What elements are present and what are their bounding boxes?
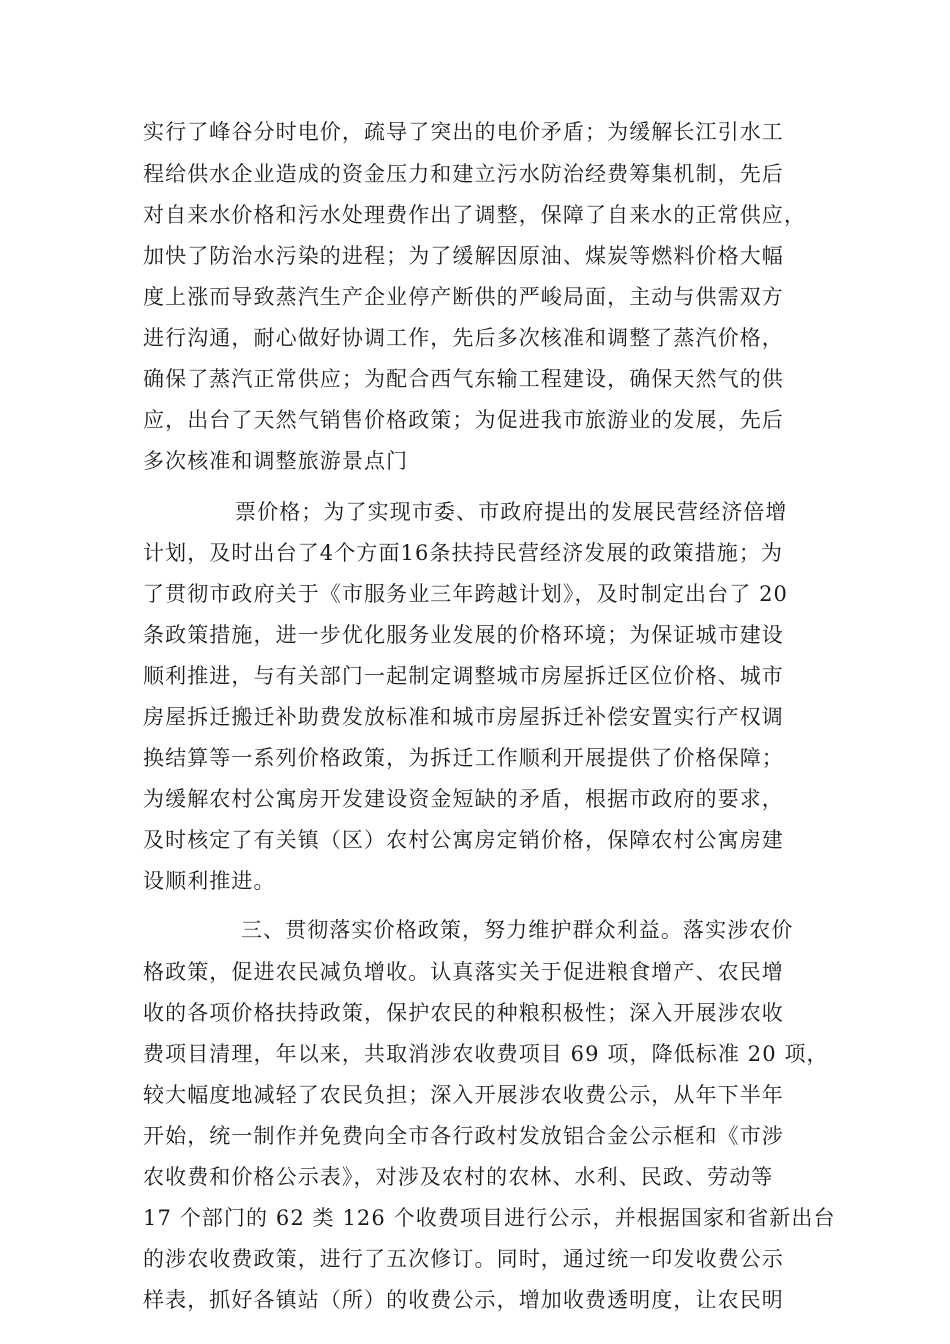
- text-line: 条政策措施，进一步优化服务业发展的价格环境；为保证城市建设: [143, 623, 784, 647]
- text-line: 为缓解农村公寓房开发建设资金短缺的矛盾，根据市政府的要求，: [143, 787, 784, 811]
- text-line: 设顺利推进。: [143, 869, 276, 893]
- text-line: 换结算等一系列价格政策，为拆迁工作顺利开展提供了价格保障；: [143, 746, 784, 770]
- text-line: 进行沟通，耐心做好协调工作，先后多次核准和调整了蒸汽价格，: [143, 326, 784, 350]
- text-line: 开始，统一制作并免费向全市各行政村发放铝合金公示框和《市涉: [143, 1124, 784, 1148]
- text-line: 较大幅度地减轻了农民负担；深入开展涉农收费公示，从年下半年: [143, 1083, 784, 1107]
- text-line: 实行了峰谷分时电价，疏导了突出的电价矛盾；为缓解长江引水工: [143, 120, 784, 144]
- text-line: 顺利推进，与有关部门一起制定调整城市房屋拆迁区位价格、城市: [143, 664, 784, 688]
- text-line: 的涉农收费政策，进行了五次修订。同时，通过统一印发收费公示: [143, 1247, 784, 1271]
- text-line: 农收费和价格公示表》，对涉及农村的农林、水利、民政、劳动等: [143, 1165, 774, 1189]
- text-line: 及时核定了有关镇（区）农村公寓房定销价格，保障农村公寓房建: [143, 828, 784, 852]
- text-line: 度上涨而导致蒸汽生产企业停产断供的严峻局面，主动与供需双方: [143, 285, 784, 309]
- text-line: 计划，及时出台了4个方面16条扶持民营经济发展的政策措施；为: [143, 541, 784, 565]
- text-line: 格政策，促进农民减负增收。认真落实关于促进粮食增产、农民增: [143, 960, 784, 984]
- text-line: 收的各项价格扶持政策，保护农民的种粮积极性；深入开展涉农收: [143, 1001, 784, 1025]
- text-line: 程给供水企业造成的资金压力和建立污水防治经费筹集机制，先后: [143, 162, 784, 186]
- text-line: 房屋拆迁搬迁补助费发放标准和城市房屋拆迁补偿安置实行产权调: [143, 705, 784, 729]
- text-line: 了贯彻市政府关于《市服务业三年跨越计划》，及时制定出台了 20: [143, 582, 788, 606]
- text-line: 加快了防治水污染的进程；为了缓解因原油、煤炭等燃料价格大幅: [143, 244, 784, 268]
- text-line: 多次核准和调整旅游景点门: [143, 449, 409, 473]
- text-line: 三、贯彻落实价格政策，努力维护群众利益。落实涉农价: [241, 918, 794, 942]
- text-line: 应，出台了天然气销售价格政策；为促进我市旅游业的发展，先后: [143, 408, 784, 432]
- text-line: 对自来水价格和污水处理费作出了调整，保障了自来水的正常供应，: [143, 203, 806, 227]
- text-line: 17 个部门的 62 类 126 个收费项目进行公示，并根据国家和省新出台: [143, 1206, 836, 1230]
- text-line: 确保了蒸汽正常供应；为配合西气东输工程建设，确保天然气的供: [143, 367, 784, 391]
- text-line: 样表，抓好各镇站（所）的收费公示，增加收费透明度，让农民明: [143, 1288, 784, 1312]
- text-line: 费项目清理，年以来，共取消涉农收费项目 69 项，降低标准 20 项，: [143, 1042, 829, 1066]
- text-line: 票价格；为了实现市委、市政府提出的发展民营经济倍增: [235, 500, 788, 524]
